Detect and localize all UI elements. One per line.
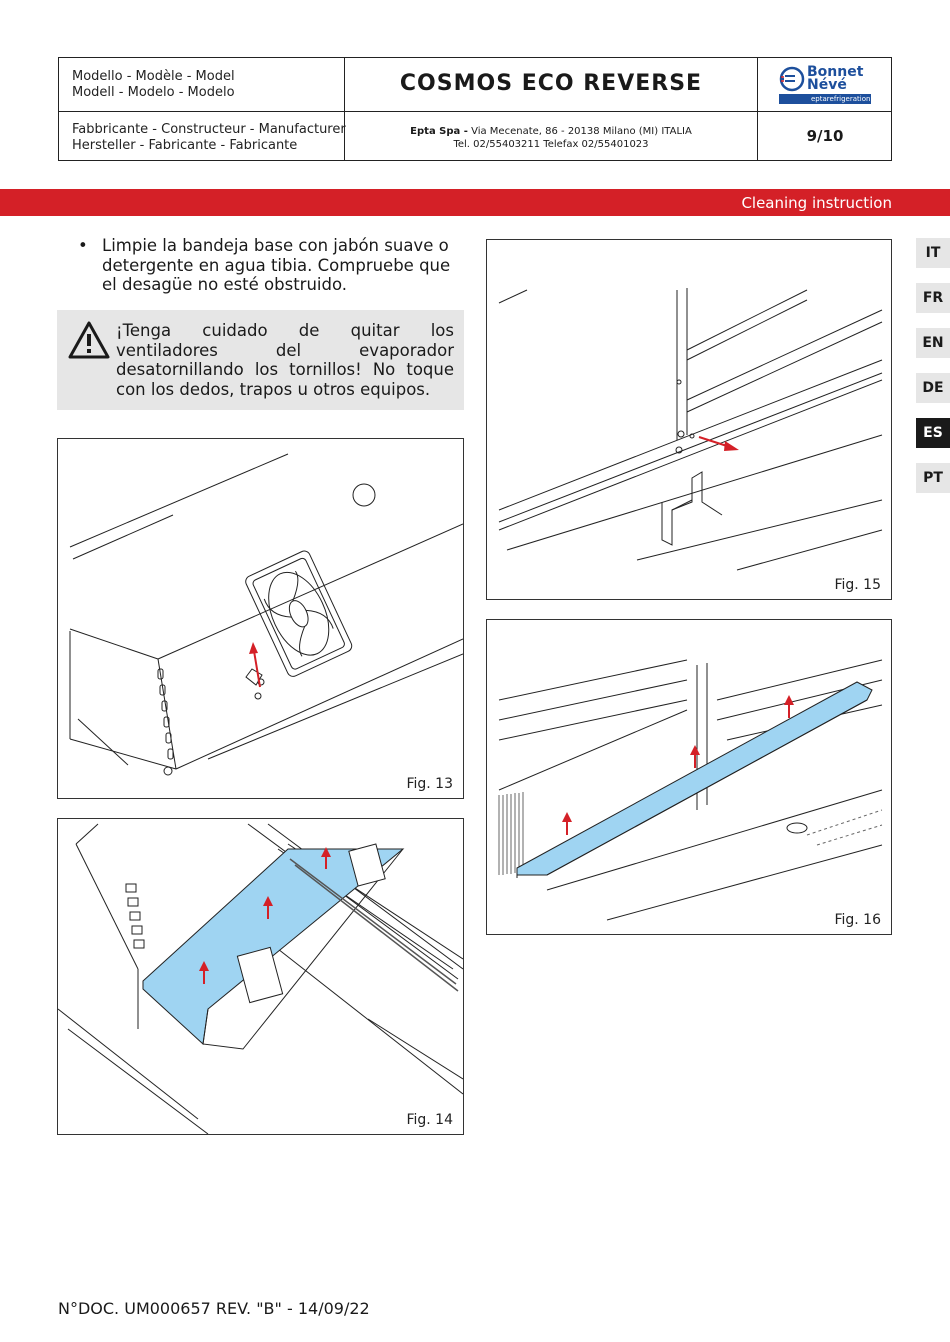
tab-fr[interactable]: FR: [916, 283, 950, 313]
screw-removal-illustration: [487, 240, 891, 599]
tab-en[interactable]: EN: [916, 328, 950, 358]
manufacturer-label: [72, 122, 346, 154]
tab-pt[interactable]: PT: [916, 463, 950, 493]
figure-14: [57, 818, 464, 1135]
language-tabs: [916, 238, 950, 508]
logo-text-line2: Névé: [807, 77, 847, 93]
warning-box: [57, 310, 464, 410]
section-bar: [0, 189, 950, 216]
bullet-icon: •: [78, 236, 88, 255]
brand-logo: [779, 64, 874, 106]
tab-it[interactable]: IT: [916, 238, 950, 268]
instruction-text: Limpie la bandeja base con jabón suave o detergente en agua tibia. Compruebe que el desagüe no esté obstruido.: [102, 236, 451, 294]
fan-removal-illustration: [58, 439, 463, 798]
model-label-line2: Modell - Modelo - Modelo: [72, 85, 235, 100]
figure-16: [486, 619, 892, 935]
logo-tagline: eptarefrigeration: [811, 95, 871, 103]
manufacturer-address: [345, 125, 757, 151]
figure-13-caption: Fig. 13: [406, 776, 453, 792]
document-title: COSMOS ECO REVERSE: [399, 71, 703, 96]
section-title: Cleaning instruction: [741, 194, 892, 212]
instruction-item: [78, 236, 464, 295]
manufacturer-label-line2: Hersteller - Fabricante - Fabricante: [72, 138, 298, 153]
header-table: [58, 57, 892, 161]
logo-text-line1: Bonnet: [807, 64, 864, 80]
figure-15-caption: Fig. 15: [834, 577, 881, 593]
manufacturer-label-line1: Fabbricante - Constructeur - Manufacturer: [72, 122, 346, 137]
figure-13: [57, 438, 464, 799]
company-phone: Tel. 02/55403211 Telefax 02/55401023: [453, 139, 649, 150]
tab-de[interactable]: DE: [916, 373, 950, 403]
page-number: 9/10: [806, 127, 844, 145]
figure-15: [486, 239, 892, 600]
model-label: [72, 69, 235, 101]
base-tray-removal-illustration: [58, 819, 463, 1134]
document-number: N°DOC. UM000657 REV. "B" - 14/09/22: [58, 1299, 370, 1318]
tab-es[interactable]: ES: [916, 418, 950, 448]
figure-14-caption: Fig. 14: [406, 1112, 453, 1128]
company-address: Via Mecenate, 86 - 20138 Milano (MI) ITALIA: [467, 126, 692, 137]
figure-16-caption: Fig. 16: [834, 912, 881, 928]
warning-text: ¡Tenga cuidado de quitar los ventiladores del evaporador desatornillando los tornillos! No toque con los dedos, trapos u otros equipos.: [116, 321, 454, 399]
tray-lift-illustration: [487, 620, 891, 934]
model-label-line1: Modello - Modèle - Model: [72, 69, 235, 84]
company-name: Epta Spa -: [410, 126, 468, 137]
warning-icon: [67, 320, 111, 360]
